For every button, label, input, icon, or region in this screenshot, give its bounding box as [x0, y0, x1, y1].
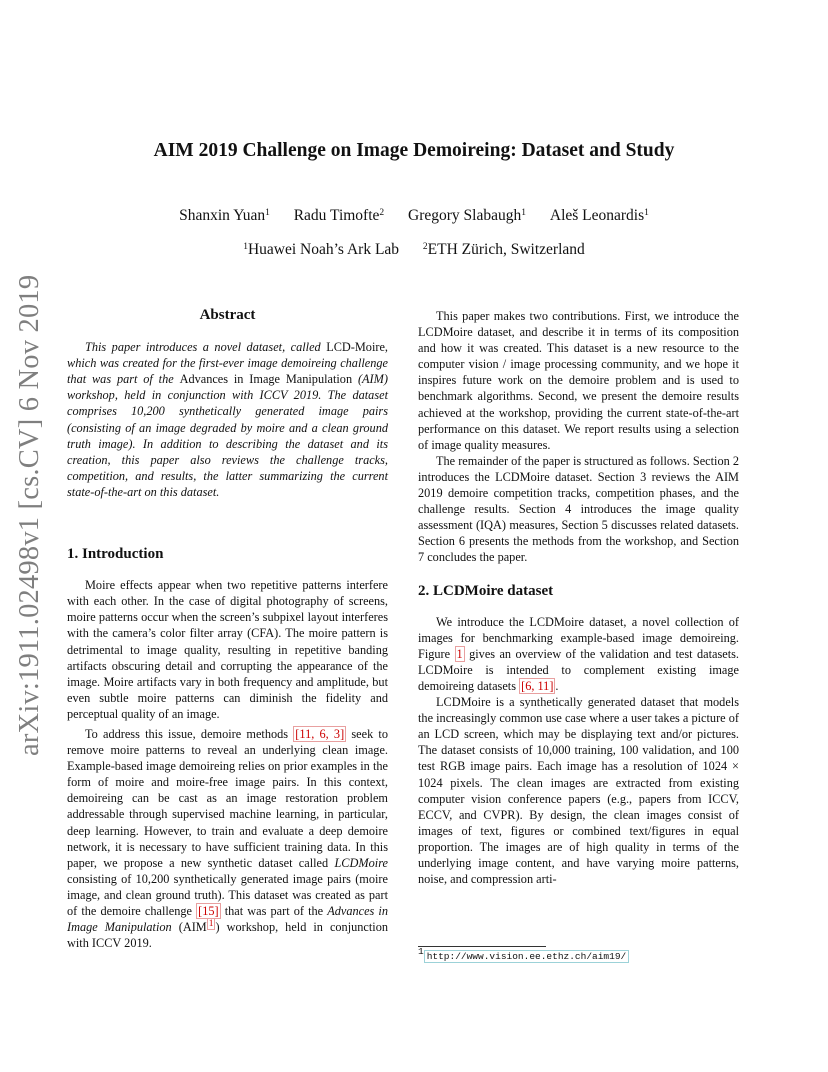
- dataset-heading: 2. LCDMoire dataset: [418, 582, 554, 599]
- paper-title: AIM 2019 Challenge on Image Demoireing: Dataset and Study: [153, 140, 675, 161]
- footnote-link[interactable]: 1: [208, 919, 214, 930]
- intro-paragraph-2: To address this issue, demoire methods [11, 6, 3] seek to remove moire patterns to reveal an underlying clean image. Example-based image demoireing relies on prior examples in the form of moire and moire-free image pairs. In this context, demoireing can be cast as an image restoration problem addressable through supervised machine learning, in particular, deep learning. However, to train and evaluate a deep demoire network, it is necessary to have sufficient training data. In this paper, we propose a new synthetic dataset called LCDMoire consisting of 10,200 synthetically generated image pairs (moire image, and clean ground truth). This dataset was created as part of the demoire challenge [15] that was part of the Advances in Image Manipulation (AIM $^1$ ) workshop, held in conjunction with ICCV 2019.: [67, 726, 388, 951]
- arxiv-identifier-text: arXiv:1911.02498v1 [cs.CV] 6 Nov 2019: [14, 274, 45, 756]
- author: Radu Timofte$^2$: [293, 207, 385, 224]
- dataset-paragraph-2: LCDMoire is a synthetically generated dataset that models the increasingly common use case where a user takes a picture of an LCD screen, which may be displaying text and/or pictures. The dataset consists of 10,000 training, 100 validation, and 100 test RGB image pairs. Each image has a resolution of 1024 × 1024 pixels. The clean images are extracted from existing computer vision conference papers (e.g., papers from ICCV, ECCV, and CVPR). By design, the clean images consist of images of text, figures or combined text/figures in equal proportion. The images are of high quality in terms of the underlying image content, and have varying moire patterns, noise, and compression arti-: [418, 695, 739, 887]
- intro-paragraph-3: This paper makes two contributions. First, we introduce the LCDMoire dataset, and describe it in terms of its composition and how it was created. This dataset is a new resource to the computer vision / image processing community, and we hope it inspires future work on the demoire problem and is used to benchmark algorithms. Second, we present the demoire results achieved at the workshop, providing the current state-of-the-art performance on this dataset. We report results using a selection of image quality measures.: [418, 309, 739, 452]
- right-column: [418, 308, 739, 887]
- arxiv-identifier-sidebar: [14, 274, 50, 756]
- left-column: [67, 307, 388, 951]
- intro-paragraph-1: Moire effects appear when two repetitive patterns interfere with each other. In the case of digital photography of screens, moire patterns occur when the screen’s subpixel layout interferes with the camera’s color filter array (CFA). The moire pattern is detrimental to image quality, resulting in repetitive banding artifacts obscuring detail and corrupting the appearance of the image. Moire artifacts vary in both frequency and amplitude, but even subtle moire patterns can diminish the fidelity and perceptual quality of an image.: [67, 578, 388, 721]
- citation-link[interactable]: [6, 11]: [521, 678, 554, 693]
- affiliation: $^2$ETH Zürich, Switzerland: [422, 241, 585, 258]
- intro-paragraph-4: The remainder of the paper is structured as follows. Section 2 introduces the LCDMoire dataset. Section 3 reviews the AIM 2019 demoire competition tracks, competition phases, and the challenge results. Section 4 introduces the image quality assessment (IQA) measures, Section 5 discusses related datasets. Section 6 presents the methods from the workshop, and Section 7 concludes the paper.: [418, 453, 739, 565]
- abstract-heading: Abstract: [199, 307, 256, 323]
- footnote: $^1$ http://www.vision.ee.ethz.ch/aim19/: [418, 951, 629, 962]
- affiliation: $^1$Huawei Noah’s Ark Lab: [243, 241, 400, 258]
- footnote-divider: [418, 946, 546, 947]
- footnote-url-link[interactable]: http://www.vision.ee.ethz.ch/aim19/: [424, 950, 630, 963]
- author: Shanxin Yuan$^1$: [179, 207, 270, 224]
- abstract-text: This paper introduces a novel dataset, called LCD-Moire, which was created for the first-ever image demoireing challenge that was part of the Advances in Image Manipulation (AIM) workshop, held in conjunction with ICCV 2019. The dataset comprises 10,200 synthetically generated image pairs (consisting of an image degraded by moire and a clean ground truth image). In addition to describing the dataset and its creation, this paper also reviews the challenge tracks, competition, and results, the latter summarizing the current state-of-the-art on this dataset.: [67, 340, 389, 499]
- author-list: [0, 207, 828, 225]
- introduction-heading: 1. Introduction: [67, 546, 164, 563]
- figure-link[interactable]: 1: [456, 646, 463, 661]
- author: Aleš Leonardis$^1$: [549, 207, 649, 224]
- author: Gregory Slabaugh$^1$: [408, 207, 526, 224]
- dataset-paragraph-1: We introduce the LCDMoire dataset, a novel collection of images for benchmarking example-based image demoireing. Figure 1 gives an overview of the validation and test datasets. LCDMoire is intended to complement existing image demoireing datasets [6, 11] .: [418, 614, 740, 693]
- citation-link[interactable]: [15]: [198, 904, 219, 918]
- citation-link[interactable]: [11, 6, 3]: [295, 726, 345, 741]
- affiliation-list: [0, 241, 828, 259]
